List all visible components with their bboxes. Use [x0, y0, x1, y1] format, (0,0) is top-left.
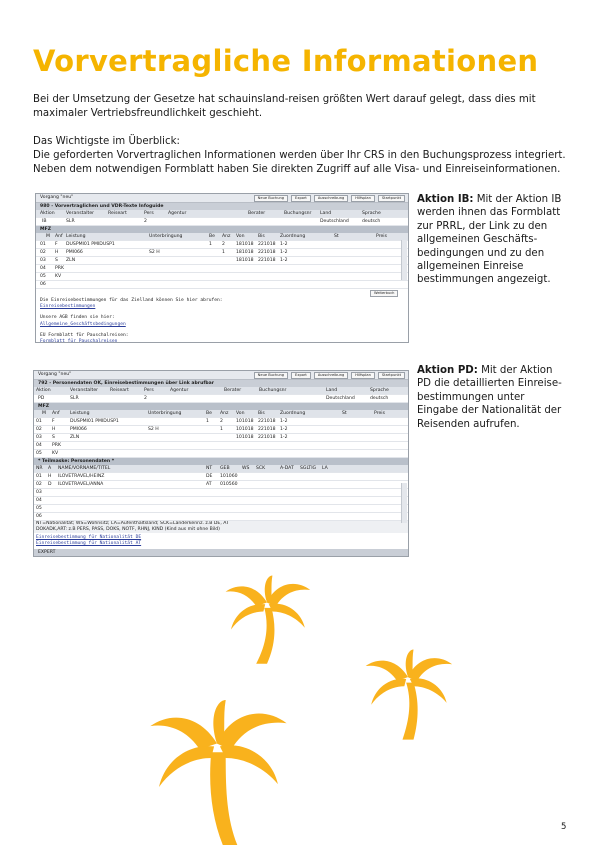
mfz-label: MFZ — [34, 403, 408, 410]
cell-nr: 03 — [36, 490, 42, 495]
intro-text — [33, 93, 568, 177]
header-row — [36, 210, 408, 218]
col-anf: Anf — [52, 411, 60, 416]
cell-geb: 010560 — [220, 482, 238, 487]
screenshot-aktion-pd — [33, 370, 409, 557]
status-bar: EXPERT — [34, 549, 408, 556]
page-number: 5 — [561, 822, 567, 832]
cell-zuordnung: 1-2 — [280, 258, 288, 263]
table-row[interactable] — [34, 450, 408, 458]
entry-rules-link[interactable]: Einreisebestimmungen — [40, 304, 96, 310]
col-unterbringung: Unterbringung — [149, 234, 183, 239]
col-be: Be — [206, 411, 212, 416]
cell-m: 04 — [36, 443, 42, 448]
col-leistung: Leistung — [66, 234, 86, 239]
cell-be: 1 — [206, 419, 209, 424]
continue-button[interactable]: Weiterbuch — [370, 290, 398, 297]
cell-von: 181018 — [236, 242, 254, 247]
col-sgltig: SGLTIG — [300, 466, 317, 471]
listing-button[interactable]: Ausschreibung — [314, 372, 348, 379]
cell-anf: H — [55, 250, 59, 255]
aktion-ib-text: Mit der Aktion IB werden ihnen das Formblatt zur PRRL, der Link zu den allgemeinen Geschäftsbedingungen und zu den allgemeinen Einreise bestimmungen angezeigt. — [417, 194, 562, 286]
cell-anz: 1 — [222, 250, 225, 255]
palm-tree-icon — [222, 573, 312, 668]
col-geb: GEB — [220, 466, 230, 471]
col-anz: Anz — [222, 234, 231, 239]
cell-anf: S — [52, 435, 55, 440]
cell-zuordnung: 1-2 — [280, 242, 288, 247]
pers-field[interactable]: 2 — [144, 219, 147, 224]
input-row[interactable] — [34, 395, 408, 403]
col-name: NAME/VORNAME/TITEL — [58, 466, 111, 471]
toolbar-label: Vorgang "neu" — [40, 195, 74, 200]
form-link[interactable]: Formblatt für Pauschalreisen — [40, 339, 118, 343]
col-berater: Berater — [248, 211, 266, 216]
agb-link[interactable]: Allgemeine_Geschäftsbedingungen — [40, 321, 126, 327]
col-zuordnung: Zuordnung — [280, 234, 306, 239]
col-bis: Bis — [258, 411, 265, 416]
sprache-field[interactable]: deutsch — [362, 219, 381, 224]
col-agentur: Agentur — [168, 211, 187, 216]
cell-m: 03 — [40, 258, 46, 263]
col-unterbringung: Unterbringung — [148, 411, 182, 416]
table-row[interactable] — [34, 513, 408, 521]
cell-m: 02 — [40, 250, 46, 255]
cell-m: 03 — [36, 435, 42, 440]
col-reiseart: Reiseart — [110, 388, 129, 393]
aktion-ib-description — [417, 193, 567, 287]
cell-zuordnung: 1-2 — [280, 427, 288, 432]
table-row[interactable] — [36, 249, 408, 257]
cell-bis: 221018 — [258, 419, 276, 424]
entry-links — [34, 535, 408, 547]
table-row[interactable] — [34, 442, 408, 450]
cell-nr: 06 — [36, 514, 42, 519]
cell-leistung: ZLN — [70, 435, 80, 440]
entry-rules-de-link[interactable]: Einreisebestimmung für Nationalität DE — [36, 535, 142, 540]
cell-zuordnung: 1-2 — [280, 419, 288, 424]
cell-bis: 221018 — [258, 435, 276, 440]
table-row[interactable] — [34, 489, 408, 497]
col-nr: NR — [36, 466, 43, 471]
cell-leistung: PMI066 — [66, 250, 83, 255]
persons-heading: * Teilmaske: Personendaten * — [34, 458, 408, 465]
col-pers: Pers — [144, 211, 154, 216]
land-field[interactable]: Deutschland — [320, 219, 349, 224]
service-header-row — [34, 410, 408, 418]
persons-table — [34, 473, 408, 521]
table-row[interactable] — [34, 481, 408, 489]
cell-m: 05 — [40, 274, 46, 279]
cell-von: 101018 — [236, 435, 254, 440]
info-text-block — [36, 298, 408, 343]
col-bis: Bis — [258, 234, 265, 239]
col-von: Von — [236, 411, 245, 416]
col-preis: Preis — [374, 411, 385, 416]
col-ws: WS — [242, 466, 250, 471]
col-berater: Berater — [224, 388, 242, 393]
col-m: M — [46, 234, 50, 239]
col-reiseart: Reiseart — [108, 211, 127, 216]
start-button[interactable]: Startpunkt — [378, 195, 405, 202]
cell-nt: DE — [206, 474, 213, 479]
cell-anf: H — [52, 427, 56, 432]
cell-leistung: ZLN — [66, 258, 76, 263]
agb-info: Unsere AGB finden sie hier: — [40, 315, 115, 321]
col-nt: NT — [206, 466, 213, 471]
table-row[interactable] — [36, 241, 408, 249]
col-a-dat: A-DAT — [280, 466, 294, 471]
col-agentur: Agentur — [170, 388, 189, 393]
cell-nr: 04 — [36, 498, 42, 503]
col-anf: Anf — [55, 234, 63, 239]
help-button[interactable]: Hilfsplan — [351, 195, 375, 202]
new-booking-button[interactable]: Neue Buchung — [254, 372, 288, 379]
table-row[interactable] — [36, 257, 408, 265]
cell-anf: S — [55, 258, 58, 263]
cell-m: 01 — [40, 242, 46, 247]
cell-nr: 05 — [36, 506, 42, 511]
col-st: St — [342, 411, 347, 416]
col-buchungsnr: Buchungsnr — [284, 211, 312, 216]
scrollbar[interactable] — [401, 240, 407, 280]
land-field[interactable]: Deutschland — [326, 396, 355, 401]
aktion-field[interactable]: PD — [38, 396, 45, 401]
aktion-pd-text: Mit der Aktion PD die detaillierten Einreisebestimmungen unter Eingabe der Nationalität der Reisenden aufrufen. — [417, 365, 562, 430]
col-be: Be — [209, 234, 215, 239]
start-button[interactable]: Startpunkt — [378, 372, 405, 379]
col-veranstalter: Veranstalter — [70, 388, 99, 393]
intro-overview-heading: Das Wichtigste im Überblick: — [33, 136, 180, 147]
cell-leistung: DUSPMI01 PMIDUSP1 — [70, 419, 119, 424]
cell-m: 06 — [40, 282, 46, 287]
palm-tree-icon — [362, 643, 454, 748]
table-row[interactable] — [34, 473, 408, 481]
cell-leistung: DUSPMI01 PMIDUSP1 — [66, 242, 115, 247]
cell-m: 04 — [40, 266, 46, 271]
cell-anf: PRK — [52, 443, 61, 448]
cell-anf: F — [52, 419, 55, 424]
table-row[interactable] — [36, 281, 408, 289]
cell-name: ILOVETRAVEL/ANNA — [58, 482, 104, 487]
screenshot-aktion-ib — [35, 193, 409, 343]
aktion-field[interactable]: IB — [42, 219, 47, 224]
status-heading: 792 - Personendaten OK, Einreisebestimmungen über Link abrufbar — [34, 380, 408, 387]
service-table — [34, 418, 408, 458]
toolbar — [36, 194, 408, 203]
header-row — [34, 387, 408, 395]
help-button[interactable]: Hilfsplan — [351, 372, 375, 379]
table-row[interactable] — [34, 505, 408, 513]
service-table — [36, 241, 408, 289]
persons-header-row — [34, 465, 408, 473]
col-a: A — [48, 466, 52, 471]
table-row[interactable] — [34, 426, 408, 434]
link-row — [36, 289, 408, 298]
col-pers: Pers — [144, 388, 154, 393]
col-sprache: Sprache — [370, 388, 389, 393]
page-title: Vorvertragliche Informationen — [33, 44, 539, 78]
cell-anz: 2 — [220, 419, 223, 424]
cell-nt: AT — [206, 482, 212, 487]
cell-von: 101018 — [236, 427, 254, 432]
col-leistung: Leistung — [70, 411, 90, 416]
scrollbar[interactable] — [401, 483, 407, 523]
listing-button[interactable]: Ausschreibung — [314, 195, 348, 202]
cell-bis: 221018 — [258, 427, 276, 432]
new-booking-button[interactable]: Neue Buchung — [254, 195, 288, 202]
col-sprache: Sprache — [362, 211, 381, 216]
cell-a: H — [48, 474, 52, 479]
cell-zuordnung: 1-2 — [280, 435, 288, 440]
cell-m: 02 — [36, 427, 42, 432]
toolbar — [34, 371, 408, 380]
col-preis: Preis — [376, 234, 387, 239]
col-buchungsnr: Buchungsnr — [259, 388, 287, 393]
aktion-pd-description — [417, 364, 567, 431]
cell-m: 01 — [36, 419, 42, 424]
mfz-label: MFZ — [36, 226, 408, 233]
table-row[interactable] — [34, 497, 408, 505]
col-sck: SCK — [256, 466, 266, 471]
export-button[interactable]: Export — [291, 195, 311, 202]
cell-anz: 2 — [222, 242, 225, 247]
input-row[interactable] — [36, 218, 408, 226]
col-st: St — [334, 234, 339, 239]
cell-be: 1 — [209, 242, 212, 247]
cell-nr: 01 — [36, 474, 42, 479]
aktion-ib-label: Aktion IB: — [417, 194, 474, 205]
table-row[interactable] — [34, 434, 408, 442]
cell-m: 05 — [36, 451, 42, 456]
toolbar-label: Vorgang "neu" — [38, 372, 72, 377]
export-button[interactable]: Export — [291, 372, 311, 379]
col-aktion: Aktion — [36, 388, 51, 393]
cell-anf: PRK — [55, 266, 64, 271]
intro-paragraph-1: Bei der Umsetzung der Gesetze hat schauinsland-reisen größten Wert darauf gelegt, dass dies mit maximaler Vertriebsfreundlichkeit geschieht. — [33, 94, 536, 119]
table-row[interactable] — [34, 418, 408, 426]
cell-von: 181018 — [236, 258, 254, 263]
cell-nr: 02 — [36, 482, 42, 487]
col-la: LA — [322, 466, 328, 471]
cell-unterbringung: S2 H — [148, 427, 159, 432]
form-info: EU Formblatt für Pauschalreisen: — [40, 332, 129, 338]
note-nationality: NT=Nationalität; WS=Wohnsitz; LA=Aufenthaltsland; SCK=Länderkennz. z.B DE, AT — [36, 521, 229, 526]
col-aktion: Aktion — [40, 211, 55, 216]
entry-rules-at-link[interactable]: Einreisebestimmung für Nationalität AT — [36, 541, 142, 547]
col-m: M — [42, 411, 46, 416]
col-veranstalter: Veranstalter — [66, 211, 95, 216]
col-zuordnung: Zuordnung — [280, 411, 306, 416]
col-land: Land — [326, 388, 338, 393]
table-row[interactable] — [36, 265, 408, 273]
notes — [34, 521, 408, 533]
aktion-pd-label: Aktion PD: — [417, 365, 478, 376]
note-doc-type: DOKADK,ART: z.B PERS, PASS, DOKS, NOTF, RHNJ, KIND (Kind aus mit ohne Bild) — [36, 527, 220, 532]
col-anz: Anz — [220, 411, 229, 416]
intro-overview-line-2: Neben dem notwendigen Formblatt haben Sie direkten Zugriff auf alle Visa- und Einreiseinformationen. — [33, 164, 561, 175]
entry-rules-info: Die Einreisebestimmungen für das Zielland können Sie hier abrufen: — [40, 298, 223, 303]
cell-geb: 101060 — [220, 474, 238, 479]
col-land: Land — [320, 211, 332, 216]
pers-field[interactable]: 2 — [144, 396, 147, 401]
cell-von: 181018 — [236, 250, 254, 255]
sprache-field[interactable]: deutsch — [370, 396, 389, 401]
palm-tree-icon — [138, 700, 296, 845]
cell-bis: 221018 — [258, 250, 276, 255]
intro-overview-line-1: Die geforderten Vorvertraglichen Informationen werden über Ihr CRS in den Buchungsprozess integriert. — [33, 150, 566, 161]
cell-anf: F — [55, 242, 58, 247]
cell-bis: 221018 — [258, 242, 276, 247]
veranstalter-field[interactable]: SLR — [66, 219, 75, 224]
cell-zuordnung: 1-2 — [280, 250, 288, 255]
cell-anf: KV — [55, 274, 62, 279]
service-header-row — [36, 233, 408, 241]
table-row[interactable] — [36, 273, 408, 281]
cell-leistung: PMI066 — [70, 427, 87, 432]
cell-name: ILOVETRAVEL/HEINZ — [58, 474, 105, 479]
veranstalter-field[interactable]: SLR — [70, 396, 79, 401]
cell-von: 101018 — [236, 419, 254, 424]
cell-a: D — [48, 482, 52, 487]
cell-unterbringung: S2 H — [149, 250, 160, 255]
status-heading: 980 - Vorvertraglichen und VDR-Texte Infoguide — [36, 203, 408, 210]
col-von: Von — [236, 234, 245, 239]
cell-anf: KV — [52, 451, 59, 456]
cell-bis: 221018 — [258, 258, 276, 263]
cell-anz: 1 — [220, 427, 223, 432]
